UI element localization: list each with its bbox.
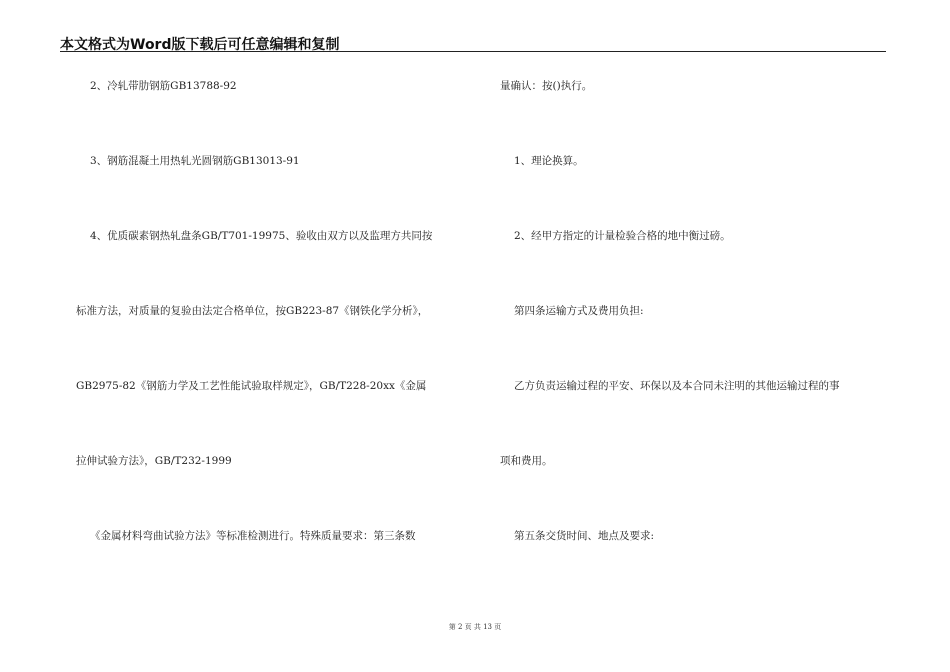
right-line-7: 第五条交货时间、地点及要求: [514, 530, 655, 542]
document-header-title: 本文格式为Word版下载后可任意编辑和复制 [60, 37, 340, 53]
left-line-6: 拉伸试验方法》，GB/T232-1999 [76, 455, 232, 467]
left-line-4: 标准方法，对质量的复验由法定合格单位，按GB223-87《钢铁化学分析》， [76, 305, 429, 317]
left-line-7: 《金属材料弯曲试验方法》等标准检测进行。特殊质量要求：第三条数 [90, 530, 416, 542]
page-number-footer: 第 2 页 共 13 页 [448, 623, 502, 631]
right-line-5: 乙方负责运输过程的平安、环保以及本合同未注明的其他运输过程的事 [514, 380, 840, 392]
right-line-6: 项和费用。 [500, 455, 553, 467]
header-divider [60, 51, 886, 52]
left-line-3: 4、优质碳素钢热轧盘条GB/T701-19975、验收由双方以及监理方共同按 [90, 230, 433, 242]
left-line-2: 3、钢筋混凝土用热轧光圆钢筋GB13013-91 [90, 155, 300, 167]
right-line-4: 第四条运输方式及费用负担: [514, 305, 644, 317]
left-line-1: 2、冷轧带肋钢筋GB13788-92 [90, 80, 237, 92]
left-line-5: GB2975-82《钢筋力学及工艺性能试验取样规定》，GB/T228-20xx《金属 [76, 380, 427, 392]
right-line-3: 2、经甲方指定的计量检验合格的地中衡过磅。 [514, 230, 731, 242]
right-line-2: 1、理论换算。 [514, 155, 584, 167]
right-line-1: 量确认：按()执行。 [500, 80, 593, 92]
